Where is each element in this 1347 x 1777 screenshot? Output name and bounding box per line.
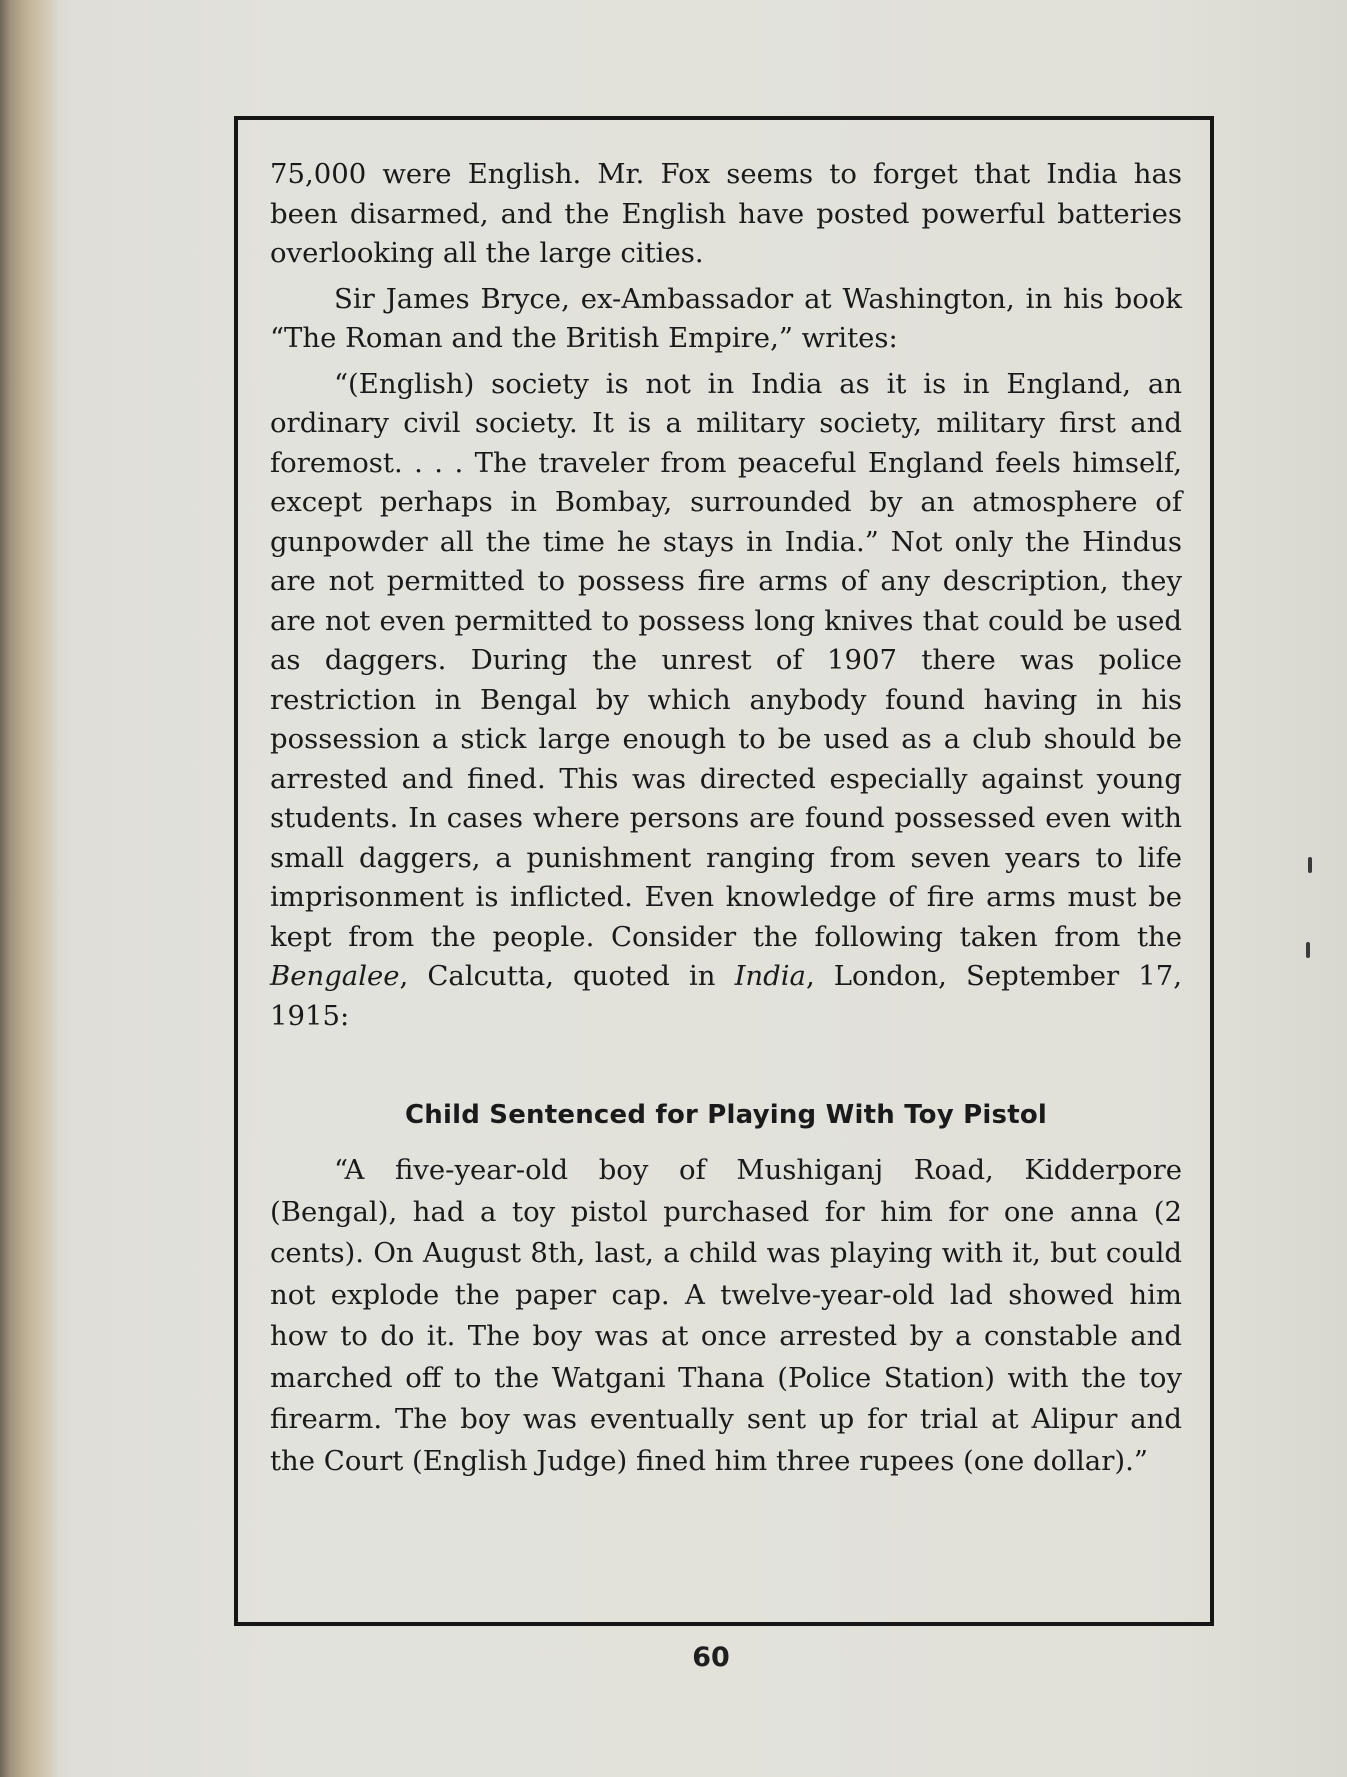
book-binding-edge	[0, 0, 58, 1777]
paragraph-intro: 75,000 were English. Mr. Fox seems to forget that India has been disarmed, and the English have posted powerful batteries overlooking all the large cities.	[270, 158, 1182, 269]
paragraph-toy-pistol-quote: “A five-year-old boy of Mushiganj Road, Kidderpore (Bengal), had a toy pistol purchased for him for one anna (2 cents). On August 8th, last, a child was playing with it, but could not explode the paper cap. A twelve-year-old lad showed him how to do it. The boy was at once arrested by a constable and marched off to the Watgani Thana (Police Station) with the toy firearm. The boy was eventually sent up for trial at Alipur and the Court (English Judge) fined him three rupees (one dollar).”	[270, 1154, 1182, 1477]
page-number: 60	[692, 1642, 730, 1673]
margin-ink-mark	[1308, 857, 1312, 873]
paragraph-text-segment: , London, September 17, 1915:	[270, 960, 1182, 1032]
paragraph-bryce-intro: Sir James Bryce, ex-Ambassador at Washington, in his book “The Roman and the British Empire,” writes:	[270, 282, 1182, 354]
paragraph-bryce-quote	[270, 365, 1182, 1037]
publication-name-bengalee: Bengalee	[270, 960, 400, 992]
page-text-content	[270, 155, 1182, 1482]
paragraph-text-segment: , Calcutta, quoted in	[399, 960, 735, 992]
section-heading: Child Sentenced for Playing With Toy Pistol	[405, 1100, 1047, 1130]
margin-ink-mark	[1306, 942, 1310, 958]
paragraph-text-segment: “(English) society is not in India as it is in England, an ordinary civil society. It is a military society, military first and foremost. . . . The traveler from peaceful England feels himself, except perhaps in Bombay, surrounded by an atmosphere of gunpowder all the time he stays in India.” Not only the Hindus are not permitted to possess fire arms of any description, they are not even permitted to possess long knives that could be used as daggers. During the unrest of 1907 there was police restriction in Bengal by which anybody found having in his possession a stick large enough to be used as a club should be arrested and fined. This was directed especially against young students. In cases where persons are found possessed even with small daggers, a punishment ranging from seven years to life imprisonment is inflicted. Even knowledge of fire arms must be kept from the people. Consider the following taken from the	[270, 367, 1182, 953]
publication-name-india: India	[734, 960, 806, 992]
